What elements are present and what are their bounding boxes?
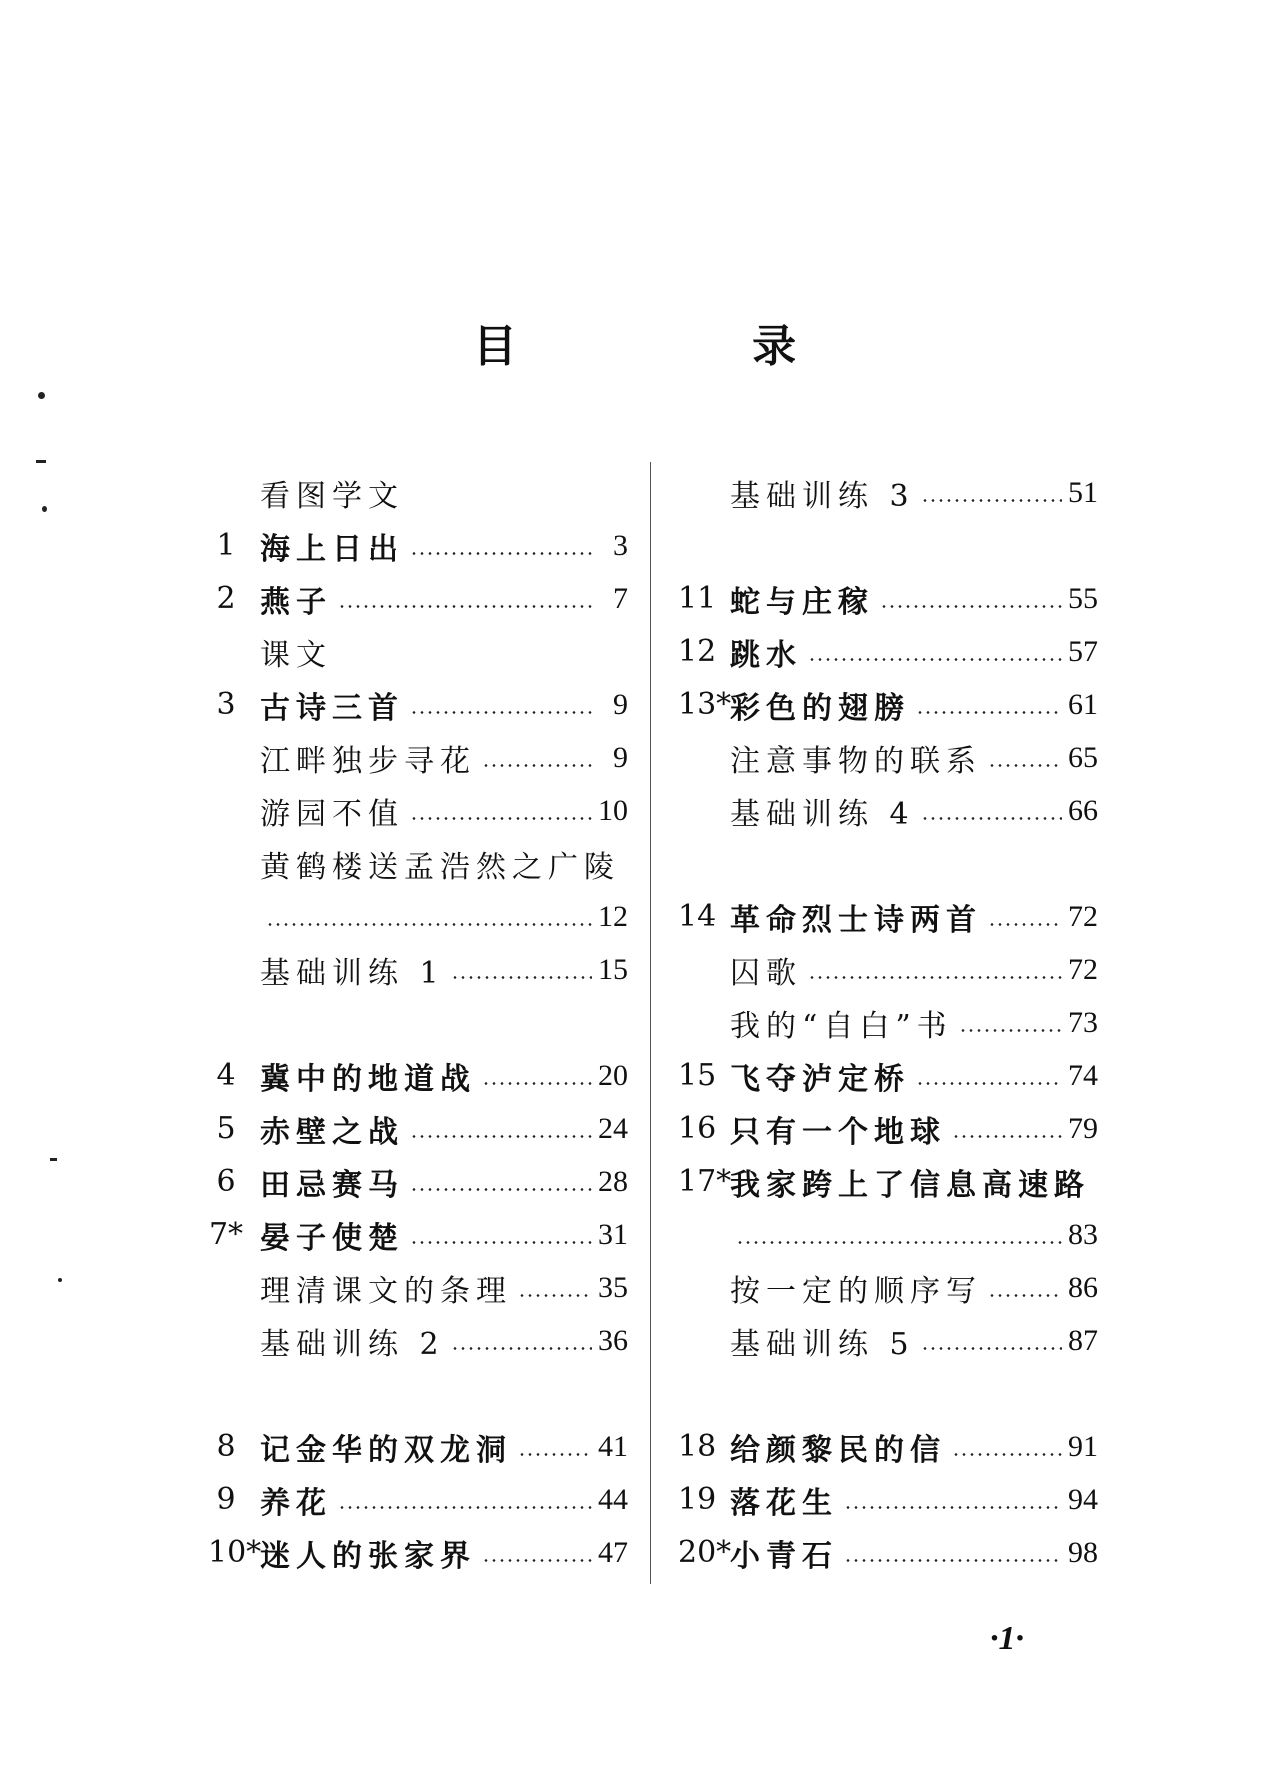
toc-entry bbox=[208, 1473, 628, 1526]
toc-entry-title: 基础训练 2 bbox=[260, 1326, 445, 1362]
page-number: ·1· bbox=[990, 1620, 1024, 1657]
scan-speck bbox=[58, 1278, 62, 1282]
toc-entry-title: 蛇与庄稼 bbox=[730, 584, 874, 620]
toc-entry bbox=[678, 1261, 1098, 1314]
toc-entry-number: 4 bbox=[216, 1058, 236, 1093]
dot-leader bbox=[916, 711, 1062, 714]
toc-entry-title: 游园不值 bbox=[260, 796, 404, 832]
toc-entry-title: 跳水 bbox=[730, 637, 802, 673]
toc-entry bbox=[208, 731, 628, 784]
dot-leader bbox=[338, 1506, 592, 1509]
toc-entry bbox=[678, 731, 1098, 784]
toc-entry-number: 15 bbox=[678, 1058, 717, 1093]
dot-leader bbox=[482, 764, 592, 767]
dot-leader bbox=[518, 1453, 592, 1456]
dot-leader bbox=[410, 817, 592, 820]
toc-entry bbox=[208, 1314, 628, 1367]
toc-entry-title: 田忌赛马 bbox=[260, 1167, 404, 1203]
toc-entry-title: 按一定的顺序写 bbox=[730, 1273, 982, 1309]
toc-entry bbox=[678, 996, 1098, 1049]
dot-leader bbox=[988, 1294, 1062, 1297]
toc-entry bbox=[208, 1208, 628, 1261]
toc-entry bbox=[678, 1208, 1098, 1261]
toc-entry-number: 14 bbox=[678, 899, 717, 934]
toc-entry-page: 66 bbox=[1068, 793, 1098, 827]
toc-entry bbox=[678, 890, 1098, 943]
toc-entry-title: 革命烈士诗两首 bbox=[730, 902, 982, 938]
dot-leader bbox=[410, 1188, 592, 1191]
toc-entry-title: 养花 bbox=[260, 1485, 332, 1521]
dot-leader bbox=[266, 923, 592, 926]
toc-entry bbox=[678, 1420, 1098, 1473]
dot-leader bbox=[988, 764, 1062, 767]
dot-leader bbox=[844, 1506, 1062, 1509]
dot-leader bbox=[482, 1082, 592, 1085]
toc-entry-page: 20 bbox=[598, 1058, 628, 1092]
toc-entry-page: 35 bbox=[598, 1270, 628, 1304]
toc-entry-number: 16 bbox=[678, 1111, 717, 1146]
toc-entry-title: 江畔独步寻花 bbox=[260, 743, 476, 779]
toc-entry-title: 只有一个地球 bbox=[730, 1114, 946, 1150]
toc-entry bbox=[678, 1526, 1098, 1579]
toc-entry-page: 79 bbox=[1068, 1111, 1098, 1145]
toc-entry-title: 小青石 bbox=[730, 1538, 838, 1574]
toc-entry-page: 83 bbox=[1068, 1217, 1098, 1251]
toc-entry-title: 注意事物的联系 bbox=[730, 743, 982, 779]
dot-leader bbox=[844, 1559, 1062, 1562]
toc-entry-number: 17* bbox=[678, 1164, 732, 1199]
toc-entry bbox=[208, 837, 628, 890]
dot-leader bbox=[880, 605, 1062, 608]
toc-entry-title: 基础训练 3 bbox=[730, 478, 915, 514]
dot-leader bbox=[410, 1135, 592, 1138]
dot-leader bbox=[921, 1347, 1062, 1350]
scan-speck bbox=[38, 392, 45, 399]
toc-entry-title: 飞夺泸定桥 bbox=[730, 1061, 910, 1097]
toc-entry-title: 冀中的地道战 bbox=[260, 1061, 476, 1097]
dot-leader bbox=[736, 1241, 1062, 1244]
toc-entry-title: 我的“自白”书 bbox=[730, 1008, 953, 1044]
toc-entry bbox=[208, 784, 628, 837]
toc-entry-number: 20* bbox=[678, 1535, 732, 1570]
dot-leader bbox=[808, 658, 1062, 661]
toc-entry-title: 理清课文的条理 bbox=[260, 1273, 512, 1309]
toc-entry-page: 36 bbox=[598, 1323, 628, 1357]
scan-speck bbox=[42, 506, 47, 512]
toc-entry-page: 31 bbox=[598, 1217, 628, 1251]
toc-entry-page: 9 bbox=[613, 687, 628, 721]
toc-entry-title: 基础训练 5 bbox=[730, 1326, 915, 1362]
dot-leader bbox=[410, 1241, 592, 1244]
dot-leader bbox=[451, 1347, 592, 1350]
toc-entry-title: 赤壁之战 bbox=[260, 1114, 404, 1150]
toc-entry-page: 98 bbox=[1068, 1535, 1098, 1569]
toc-entry-number: 1 bbox=[216, 528, 236, 563]
dot-leader bbox=[988, 923, 1062, 926]
toc-entry bbox=[208, 519, 628, 572]
toc-entry bbox=[678, 784, 1098, 837]
toc-entry bbox=[208, 1155, 628, 1208]
scan-speck bbox=[36, 460, 46, 463]
toc-entry bbox=[208, 678, 628, 731]
dot-leader bbox=[952, 1135, 1062, 1138]
column-divider bbox=[650, 462, 651, 1584]
toc-entry-title: 给颜黎民的信 bbox=[730, 1432, 946, 1468]
toc-entry-number: 9 bbox=[216, 1482, 236, 1517]
toc-entry-page: 47 bbox=[598, 1535, 628, 1569]
toc-entry bbox=[678, 1102, 1098, 1155]
toc-entry bbox=[678, 1314, 1098, 1367]
dot-leader bbox=[959, 1029, 1062, 1032]
toc-entry bbox=[208, 625, 628, 678]
dot-leader bbox=[410, 552, 592, 555]
dot-leader bbox=[482, 1559, 592, 1562]
toc-entry-number: 2 bbox=[216, 581, 236, 616]
toc-entry-number: 5 bbox=[216, 1111, 236, 1146]
toc-entry-page: 44 bbox=[598, 1482, 628, 1516]
toc-entry-title: 迷人的张家界 bbox=[260, 1538, 476, 1574]
toc-entry bbox=[208, 1261, 628, 1314]
toc-entry-page: 10 bbox=[598, 793, 628, 827]
toc-entry-number: 12 bbox=[678, 634, 717, 669]
scan-speck bbox=[50, 1158, 57, 1161]
toc-entry-page: 72 bbox=[1068, 952, 1098, 986]
toc-entry bbox=[208, 1049, 628, 1102]
toc-entry-number: 10* bbox=[208, 1535, 262, 1570]
dot-leader bbox=[921, 817, 1062, 820]
toc-entry-title: 基础训练 4 bbox=[730, 796, 915, 832]
toc-entry bbox=[208, 572, 628, 625]
toc-entry bbox=[208, 943, 628, 996]
toc-entry-page: 73 bbox=[1068, 1005, 1098, 1039]
toc-entry bbox=[678, 1473, 1098, 1526]
toc-entry bbox=[208, 1102, 628, 1155]
toc-entry-number: 8 bbox=[216, 1429, 236, 1464]
toc-entry-page: 15 bbox=[598, 952, 628, 986]
toc-entry-title: 落花生 bbox=[730, 1485, 838, 1521]
toc-entry bbox=[678, 943, 1098, 996]
dot-leader bbox=[921, 499, 1062, 502]
toc-entry-page: 61 bbox=[1068, 687, 1098, 721]
toc-entry-title: 课文 bbox=[260, 637, 332, 673]
dot-leader bbox=[808, 976, 1062, 979]
dot-leader bbox=[451, 976, 592, 979]
toc-entry-page: 87 bbox=[1068, 1323, 1098, 1357]
toc-entry-page: 41 bbox=[598, 1429, 628, 1463]
toc-entry bbox=[678, 678, 1098, 731]
toc-entry bbox=[678, 466, 1098, 519]
toc-entry-page: 9 bbox=[613, 740, 628, 774]
toc-entry bbox=[208, 890, 628, 943]
toc-entry-page: 24 bbox=[598, 1111, 628, 1145]
toc-entry-title: 古诗三首 bbox=[260, 690, 404, 726]
dot-leader bbox=[916, 1082, 1062, 1085]
toc-entry-page: 74 bbox=[1068, 1058, 1098, 1092]
page-title: 目 录 bbox=[472, 321, 907, 372]
toc-entry-number: 13* bbox=[678, 687, 732, 722]
toc-entry-title: 看图学文 bbox=[260, 478, 404, 514]
toc-entry-page: 28 bbox=[598, 1164, 628, 1198]
toc-entry-number: 18 bbox=[678, 1429, 717, 1464]
toc-entry-title: 基础训练 1 bbox=[260, 955, 445, 991]
toc-entry bbox=[678, 1155, 1098, 1208]
toc-entry-title: 囚歌 bbox=[730, 955, 802, 991]
toc-entry-page: 65 bbox=[1068, 740, 1098, 774]
toc-entry-title: 彩色的翅膀 bbox=[730, 690, 910, 726]
toc-entry bbox=[678, 572, 1098, 625]
toc-entry-page: 86 bbox=[1068, 1270, 1098, 1304]
toc-entry bbox=[208, 1526, 628, 1579]
toc-entry-number: 19 bbox=[678, 1482, 717, 1517]
dot-leader bbox=[518, 1294, 592, 1297]
toc-entry-page: 7 bbox=[613, 581, 628, 615]
toc-entry bbox=[208, 466, 628, 519]
toc-entry-page: 51 bbox=[1068, 475, 1098, 509]
dot-leader bbox=[338, 605, 592, 608]
toc-entry bbox=[678, 625, 1098, 678]
toc-entry bbox=[208, 1420, 628, 1473]
toc-entry-page: 91 bbox=[1068, 1429, 1098, 1463]
toc-entry-page: 94 bbox=[1068, 1482, 1098, 1516]
toc-entry-title: 黄鹤楼送孟浩然之广陵 bbox=[260, 849, 620, 885]
toc-entry-title: 海上日出 bbox=[260, 531, 404, 567]
toc-entry-title: 记金华的双龙洞 bbox=[260, 1432, 512, 1468]
toc-entry-number: 6 bbox=[216, 1164, 236, 1199]
toc-entry-page: 55 bbox=[1068, 581, 1098, 615]
toc-entry-number: 3 bbox=[216, 687, 236, 722]
toc-entry-number: 7* bbox=[208, 1217, 244, 1252]
toc-entry-page: 3 bbox=[613, 528, 628, 562]
toc-entry-page: 57 bbox=[1068, 634, 1098, 668]
dot-leader bbox=[410, 711, 592, 714]
toc-entry-number: 11 bbox=[678, 581, 717, 616]
toc-entry-title: 我家跨上了信息高速路 bbox=[730, 1167, 1090, 1203]
toc-entry-page: 72 bbox=[1068, 899, 1098, 933]
dot-leader bbox=[952, 1453, 1062, 1456]
toc-entry-title: 晏子使楚 bbox=[260, 1220, 404, 1256]
toc-entry-page: 12 bbox=[598, 899, 628, 933]
toc-entry-title: 燕子 bbox=[260, 584, 332, 620]
toc-entry bbox=[678, 1049, 1098, 1102]
